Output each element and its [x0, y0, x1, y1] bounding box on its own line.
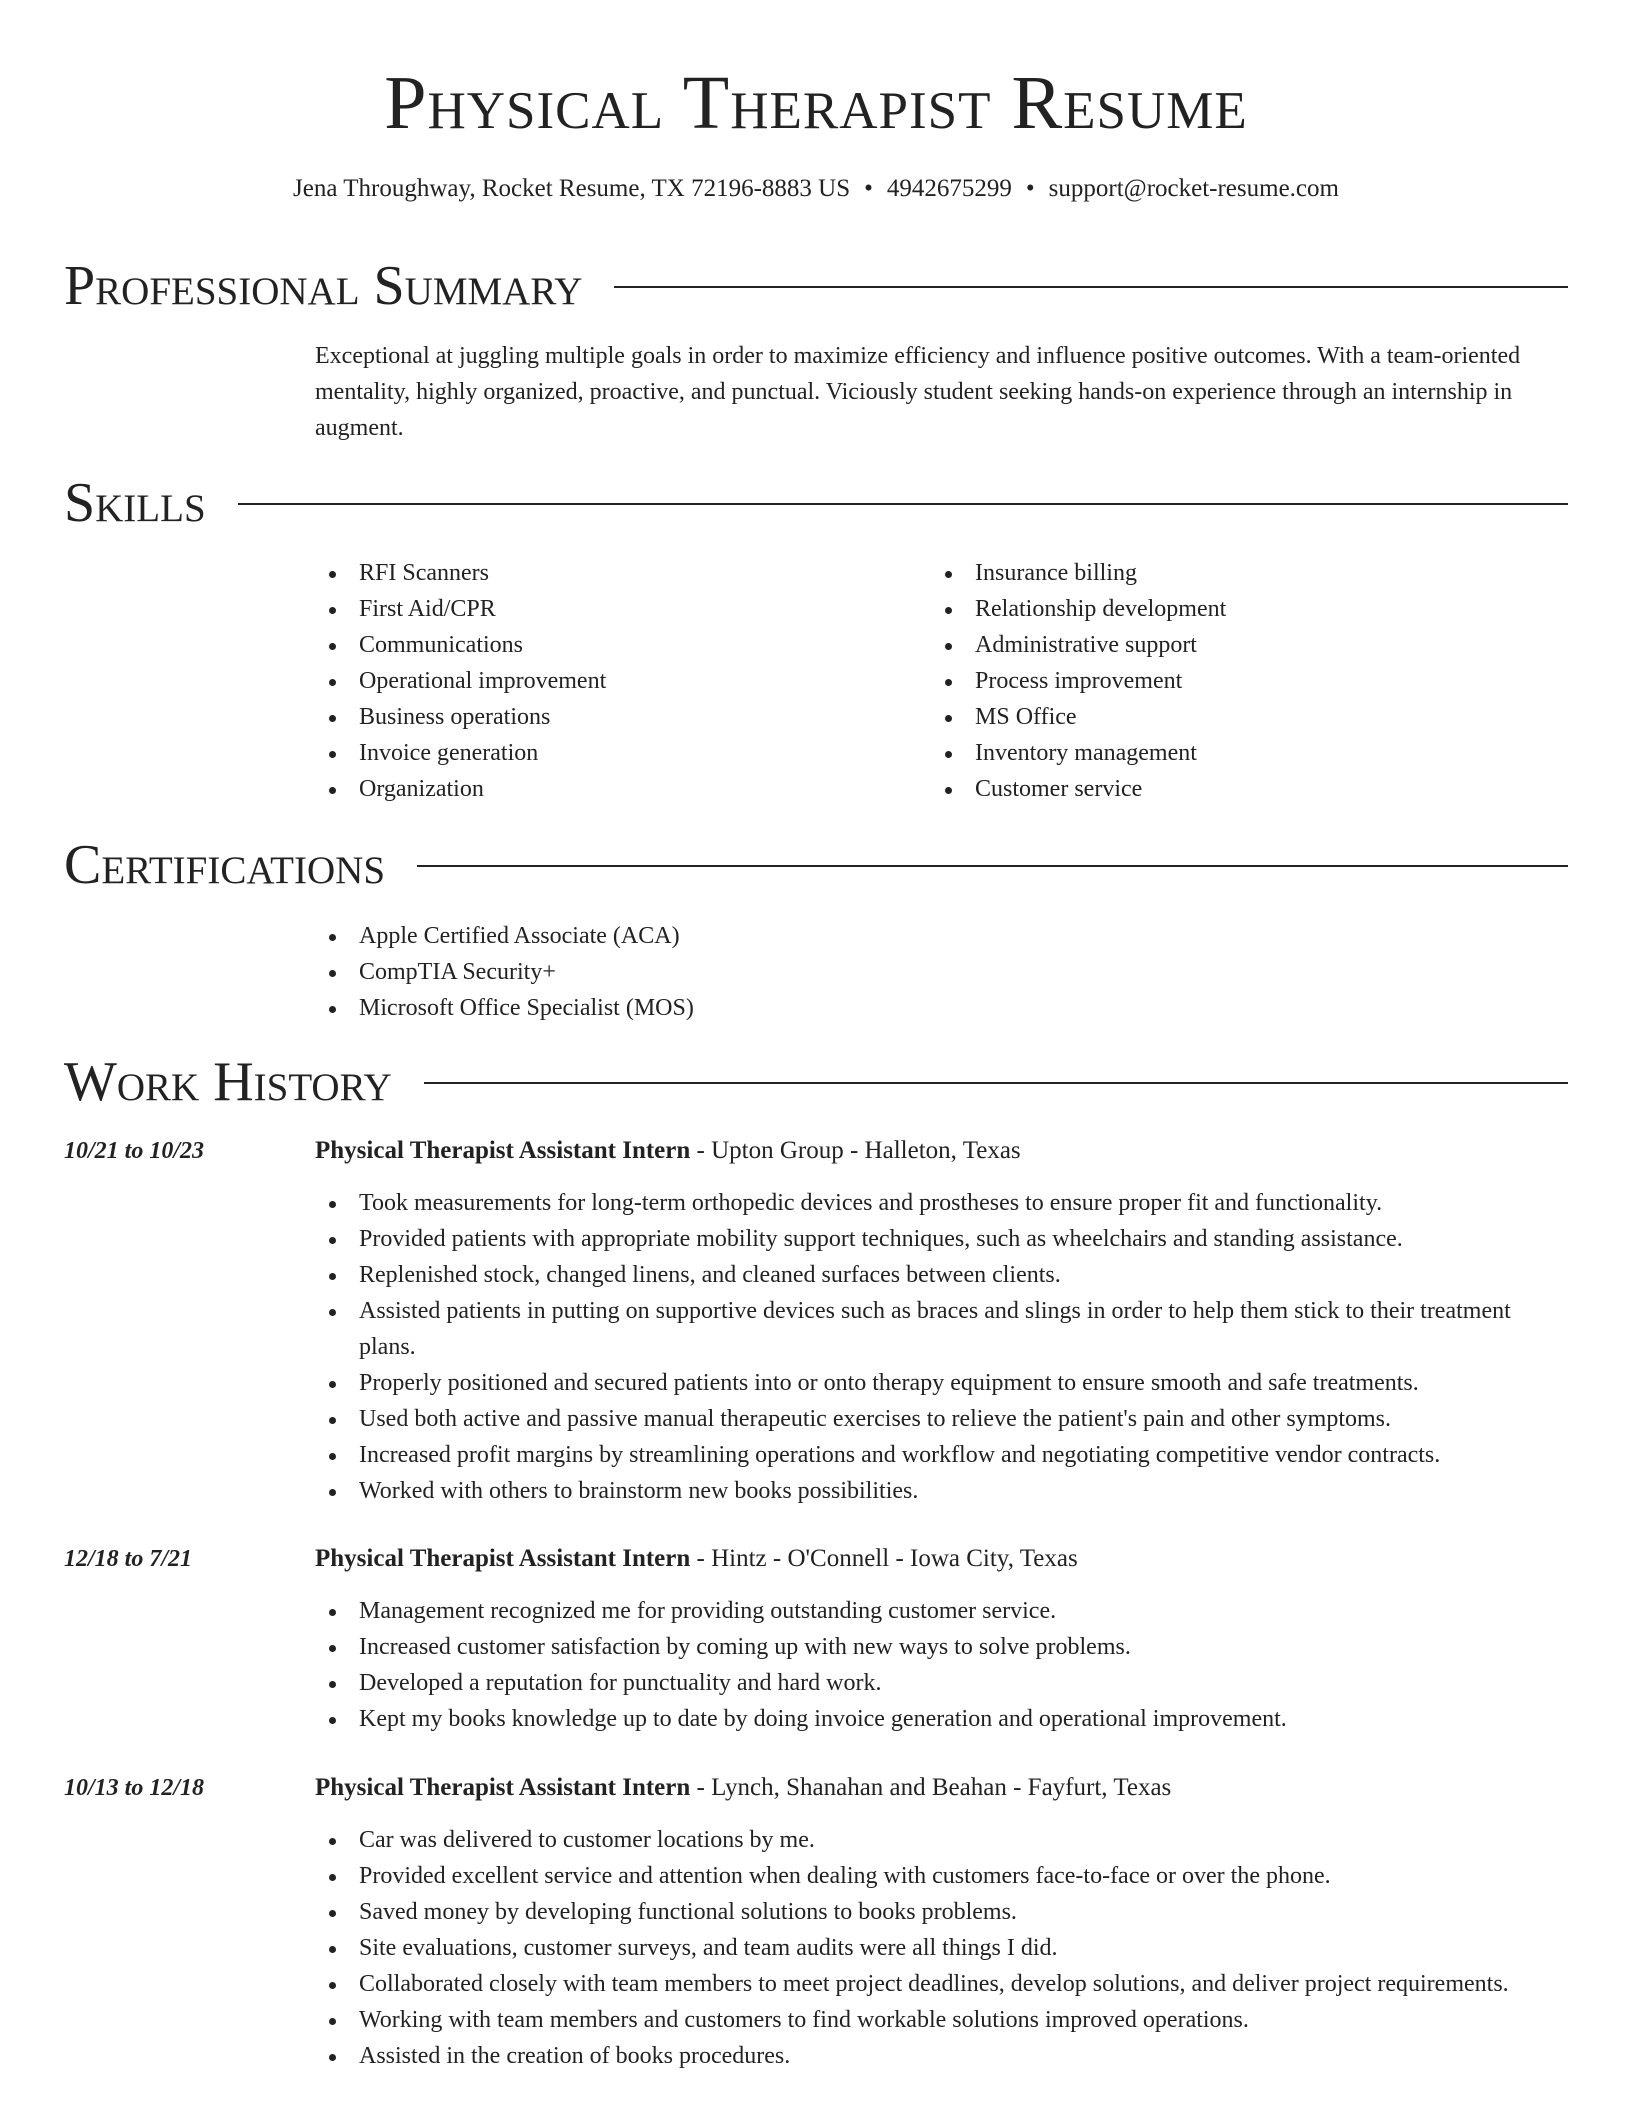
skill-item: Customer service — [931, 771, 1551, 807]
section-title-work: Work History — [64, 1051, 392, 1113]
job-bullet: Site evaluations, customer surveys, and team audits were all things I did. — [315, 1930, 1568, 1966]
section-divider — [417, 865, 1568, 867]
job-bullet: Replenished stock, changed linens, and cleaned surfaces between clients. — [315, 1257, 1568, 1293]
job-bullet: Assisted in the creation of books procedures. — [315, 2038, 1568, 2074]
skill-item: RFI Scanners — [315, 555, 915, 591]
job-dates: 12/18 to 7/21 — [64, 1546, 193, 1572]
skills-list-right — [931, 555, 1551, 807]
section-header-work — [64, 1050, 1568, 1114]
skill-item: Operational improvement — [315, 663, 915, 699]
contact-separator: • — [1025, 175, 1035, 202]
job-bullets — [315, 1185, 1568, 1509]
job-heading — [315, 1770, 1171, 1806]
certification-item: Apple Certified Associate (ACA) — [315, 918, 1215, 954]
job-details: - Hintz - O'Connell - Iowa City, Texas — [690, 1545, 1078, 1572]
job-bullet: Working with team members and customers to find workable solutions improved operations. — [315, 2002, 1568, 2038]
section-divider — [424, 1082, 1568, 1084]
section-divider — [238, 503, 1568, 505]
contact-separator: • — [864, 175, 873, 202]
skill-item: Relationship development — [931, 591, 1551, 627]
job-bullet: Provided excellent service and attention when dealing with customers face-to-face or over the phone. — [315, 1858, 1568, 1894]
section-title-summary: Professional Summary — [64, 255, 583, 317]
job-role: Physical Therapist Assistant Intern — [315, 1137, 691, 1164]
job-bullet: Management recognized me for providing outstanding customer service. — [315, 1593, 1568, 1629]
contact-email: support@rocket-resume.com — [1048, 175, 1339, 202]
job-bullet: Used both active and passive manual therapeutic exercises to relieve the patient's pain and other symptoms. — [315, 1401, 1568, 1437]
job-details: - Lynch, Shanahan and Beahan - Fayfurt, Texas — [690, 1774, 1172, 1801]
job-details: - Upton Group - Halleton, Texas — [690, 1137, 1021, 1164]
certification-item: Microsoft Office Specialist (MOS) — [315, 990, 1215, 1026]
skill-item: Process improvement — [931, 663, 1551, 699]
job-role: Physical Therapist Assistant Intern — [315, 1774, 691, 1801]
skill-item: Inventory management — [931, 735, 1551, 771]
skill-item: Invoice generation — [315, 735, 915, 771]
job-heading — [315, 1133, 1021, 1169]
job-bullet: Increased customer satisfaction by coming up with new ways to solve problems. — [315, 1629, 1568, 1665]
summary-text: Exceptional at juggling multiple goals in order to maximize efficiency and influence positive outcomes. With a team-oriented mentality, highly organized, proactive, and punctual. Viciously student seeking hands-on experience through an internship in augment. — [315, 343, 1521, 441]
section-title-certifications: Certifications — [64, 834, 386, 896]
certification-item: CompTIA Security+ — [315, 954, 1215, 990]
job-dates: 10/21 to 10/23 — [64, 1138, 205, 1164]
section-header-summary — [64, 254, 1568, 318]
job-bullet: Developed a reputation for punctuality and hard work. — [315, 1665, 1568, 1701]
job-bullet: Assisted patients in putting on supportive devices such as braces and slings in order to help them stick to their treatment plans. — [315, 1293, 1568, 1365]
skill-item: Communications — [315, 627, 915, 663]
job-dates: 10/13 to 12/18 — [64, 1775, 205, 1801]
contact-address: Jena Throughway, Rocket Resume, TX 72196-8883 US — [293, 175, 851, 202]
job-bullet: Took measurements for long-term orthopedic devices and prostheses to ensure proper fit and functionality. — [315, 1185, 1568, 1221]
job-bullet: Provided patients with appropriate mobility support techniques, such as wheelchairs and standing assistance. — [315, 1221, 1568, 1257]
job-role: Physical Therapist Assistant Intern — [315, 1545, 691, 1572]
job-bullet: Saved money by developing functional solutions to books problems. — [315, 1894, 1568, 1930]
resume-title: Physical Therapist Resume — [384, 61, 1248, 145]
certifications-list — [315, 918, 1215, 1026]
job-bullet: Properly positioned and secured patients into or onto therapy equipment to ensure smooth and safe treatments. — [315, 1365, 1568, 1401]
skill-item: First Aid/CPR — [315, 591, 915, 627]
skill-item: Administrative support — [931, 627, 1551, 663]
section-title-skills: Skills — [64, 472, 206, 534]
job-bullets — [315, 1822, 1568, 2074]
skill-item: MS Office — [931, 699, 1551, 735]
skills-list-left — [315, 555, 915, 807]
section-header-skills — [64, 471, 1568, 535]
skill-item: Organization — [315, 771, 915, 807]
contact-line — [0, 172, 1632, 206]
job-bullet: Car was delivered to customer locations by me. — [315, 1822, 1568, 1858]
job-bullets — [315, 1593, 1568, 1737]
skill-item: Insurance billing — [931, 555, 1551, 591]
job-bullet: Kept my books knowledge up to date by doing invoice generation and operational improvement. — [315, 1701, 1568, 1737]
skill-item: Business operations — [315, 699, 915, 735]
section-divider — [614, 286, 1568, 288]
section-header-certifications — [64, 833, 1568, 897]
job-heading — [315, 1541, 1078, 1577]
job-bullet: Collaborated closely with team members to meet project deadlines, develop solutions, and deliver project requirements. — [315, 1966, 1568, 2002]
job-bullet: Increased profit margins by streamlining operations and workflow and negotiating competitive vendor contracts. — [315, 1437, 1568, 1473]
job-bullet: Worked with others to brainstorm new books possibilities. — [315, 1473, 1568, 1509]
contact-phone: 4942675299 — [886, 175, 1012, 202]
